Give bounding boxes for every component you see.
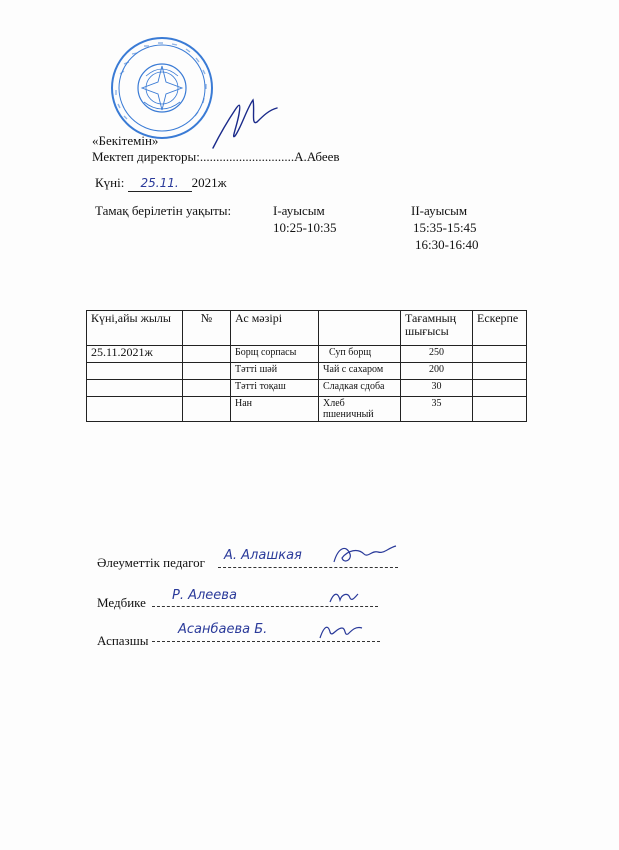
social-pedagog-label: Әлеуметтік педагог [97,555,205,570]
shift1-time: 10:25-10:35 [273,220,337,235]
table-header-row [87,311,527,346]
date-line [95,175,227,192]
row-date [87,397,183,422]
nurse-line [152,606,378,607]
row-yield: 35 [401,397,473,422]
row-date [87,363,183,380]
director-signature [205,96,285,156]
director-dots: ............................. [199,149,295,164]
director-name: А.Абеев [294,149,340,164]
row-date [87,380,183,397]
row-number [183,397,231,422]
nurse-label: Медбике [97,595,146,610]
row-number [183,380,231,397]
row-dish-ru: Сладкая сдоба [319,380,401,397]
header-date: Күні,айы жылы [87,311,183,346]
row-yield: 30 [401,380,473,397]
date-suffix: 2021ж [191,175,227,190]
director-label: Мектеп директоры: [92,149,200,164]
row-yield: 250 [401,346,473,363]
table-row [87,346,527,363]
row-number [183,346,231,363]
social-pedagog-signature [328,540,400,568]
menu-table [86,310,527,422]
nurse-handwriting: Р. Алеева [172,588,237,603]
row-dish-ru: Чай с сахаром [319,363,401,380]
row-dish-kk: Нан [231,397,319,422]
table-row [87,363,527,380]
header-note: Ескерпе [473,311,527,346]
header-menu-ru [319,311,401,346]
row-dish-ru: Хлеб пшеничный [319,397,401,422]
row-dish-kk: Борщ сорпасы [231,346,319,363]
row-note [473,346,527,363]
social-pedagog-handwriting: А. Алашкая [224,548,302,563]
row-yield: 200 [401,363,473,380]
cook-label: Аспазшы [97,633,149,648]
row-note [473,397,527,422]
table-row [87,380,527,397]
row-note [473,363,527,380]
approval-title: «Бекітемін» [92,133,159,148]
header-yield: Тағамның шығысы [401,311,473,346]
header-number: № [183,311,231,346]
row-dish-kk: Тәтті тоқаш [231,380,319,397]
cook-handwriting: Асанбаева Б. [178,622,268,637]
table-row [87,397,527,422]
row-number [183,363,231,380]
shift2-time1: 15:35-15:45 [413,220,477,235]
cook-signature [316,620,366,642]
nurse-signature [326,588,360,606]
shift2-time2: 16:30-16:40 [415,237,479,252]
date-handwritten [128,175,192,192]
meal-times-label: Тамақ берілетін уақыты: [95,203,232,218]
row-dish-ru: Суп борщ [319,346,401,363]
row-note [473,380,527,397]
row-dish-kk: Тәтті шәй [231,363,319,380]
header-menu: Ас мәзірі [231,311,319,346]
row-date: 25.11.2021ж [87,346,183,363]
date-label: Күні: [95,175,125,190]
shift2-title: ІІ-ауысым [411,203,468,218]
shift1-title: І-ауысым [273,203,325,218]
date-handwritten-text: 25.11. [140,176,179,190]
